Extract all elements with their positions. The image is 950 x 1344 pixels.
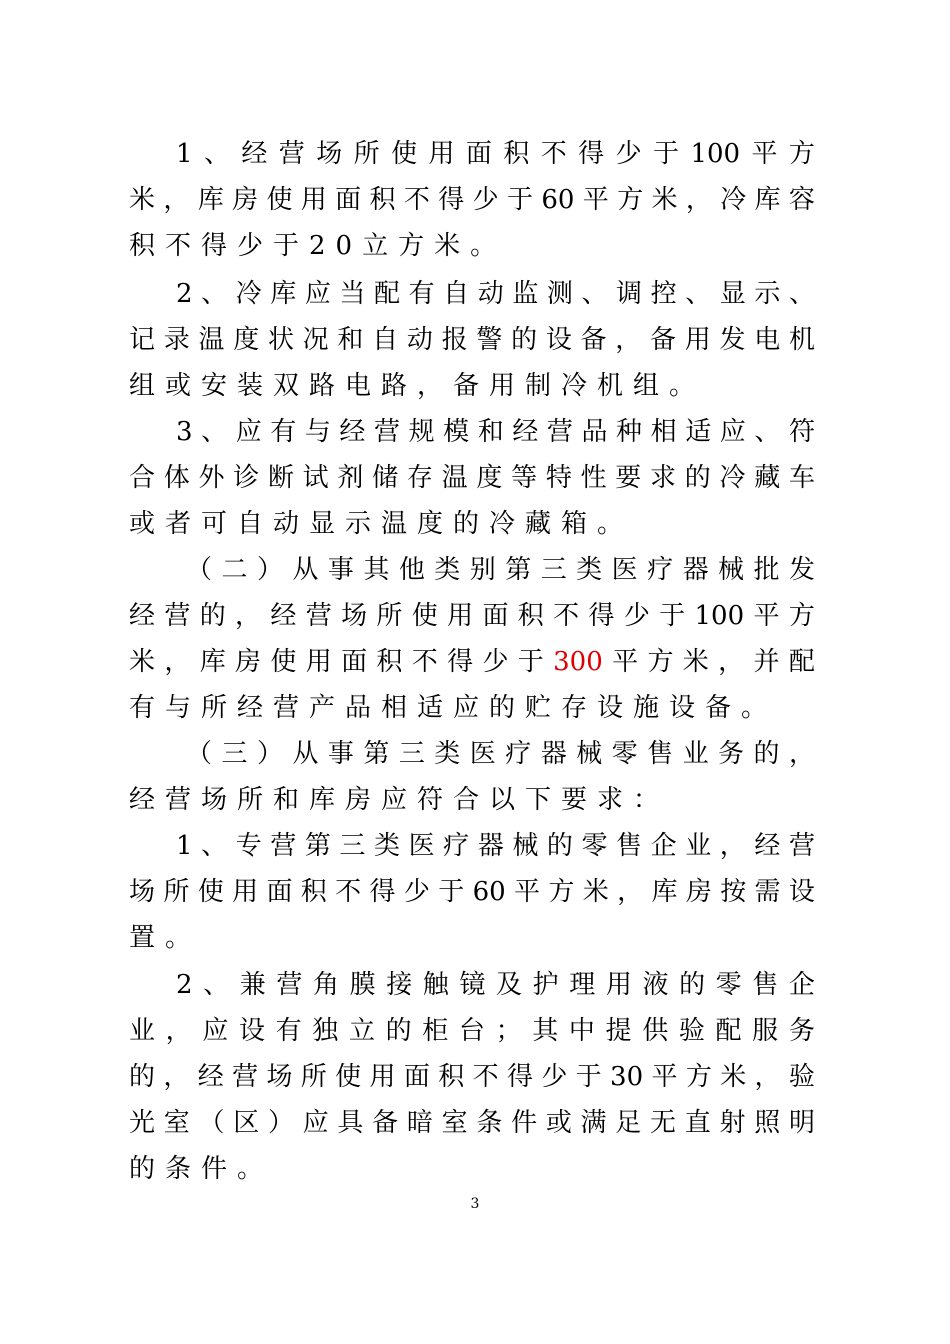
text-line: 经 营 的 ， 经 营 场 所 使 用 面 积 不 得 少 于 100 平 方 bbox=[129, 601, 815, 631]
text-line: 1 、 专 营 第 三 类 医 疗 器 械 的 零 售 企 业 ， 经 营 bbox=[176, 831, 815, 861]
text-line: 或者可自动显示温度的冷藏箱。 bbox=[129, 509, 634, 539]
text-line-with-highlight: 米 ， 库 房 使 用 面 积 不 得 少 于 300 平 方 米 ， 并 配 bbox=[129, 639, 815, 685]
highlighted-number: 300 bbox=[553, 647, 603, 677]
text-line: 2 、 冷 库 应 当 配 有 自 动 监 测 、 调 控 、 显 示 、 bbox=[176, 279, 815, 309]
text-line: （ 二 ） 从 事 其 他 类 别 第 三 类 医 疗 器 械 批 发 bbox=[186, 555, 815, 585]
text-line: 有与所经营产品相适应的贮存设施设备。 bbox=[129, 693, 778, 723]
text-line: 积不得少于20立方米。 bbox=[129, 231, 507, 261]
text-line: 光 室 （ 区 ） 应 具 备 暗 室 条 件 或 满 足 无 直 射 照 明 bbox=[129, 1108, 815, 1138]
page-number: 3 bbox=[470, 1196, 480, 1212]
text-line: 组或安装双路电路，备用制冷机组。 bbox=[129, 371, 706, 401]
text-line: 合 体 外 诊 断 试 剂 储 存 温 度 等 特 性 要 求 的 冷 藏 车 bbox=[129, 463, 815, 493]
text-line: 置。 bbox=[129, 923, 202, 953]
text-line: 3 、 应 有 与 经 营 规 模 和 经 营 品 种 相 适 应 、 符 bbox=[176, 417, 815, 447]
text-line: 的 ， 经 营 场 所 使 用 面 积 不 得 少 于 30 平 方 米 ， 验 bbox=[129, 1062, 815, 1092]
text-line: （ 三 ） 从 事 第 三 类 医 疗 器 械 零 售 业 务 的 ， bbox=[186, 739, 815, 769]
text-line: 2 、 兼 营 角 膜 接 触 镜 及 护 理 用 液 的 零 售 企 bbox=[176, 970, 815, 1000]
text-line: 经营场所和库房应符合以下要求： bbox=[129, 785, 670, 815]
text-line: 1 、 经 营 场 所 使 用 面 积 不 得 少 于 100 平 方 bbox=[176, 139, 815, 169]
text-line: 场 所 使 用 面 积 不 得 少 于 60 平 方 米 ， 库 房 按 需 设 bbox=[129, 877, 815, 907]
text-line: 业 ， 应 设 有 独 立 的 柜 台 ； 其 中 提 供 验 配 服 务 bbox=[129, 1016, 815, 1046]
text-line: 米 ， 库 房 使 用 面 积 不 得 少 于 60 平 方 米 ， 冷 库 容 bbox=[129, 185, 815, 215]
text-line: 记 录 温 度 状 况 和 自 动 报 警 的 设 备 ， 备 用 发 电 机 bbox=[129, 325, 815, 355]
text-line: 的条件。 bbox=[129, 1154, 274, 1184]
